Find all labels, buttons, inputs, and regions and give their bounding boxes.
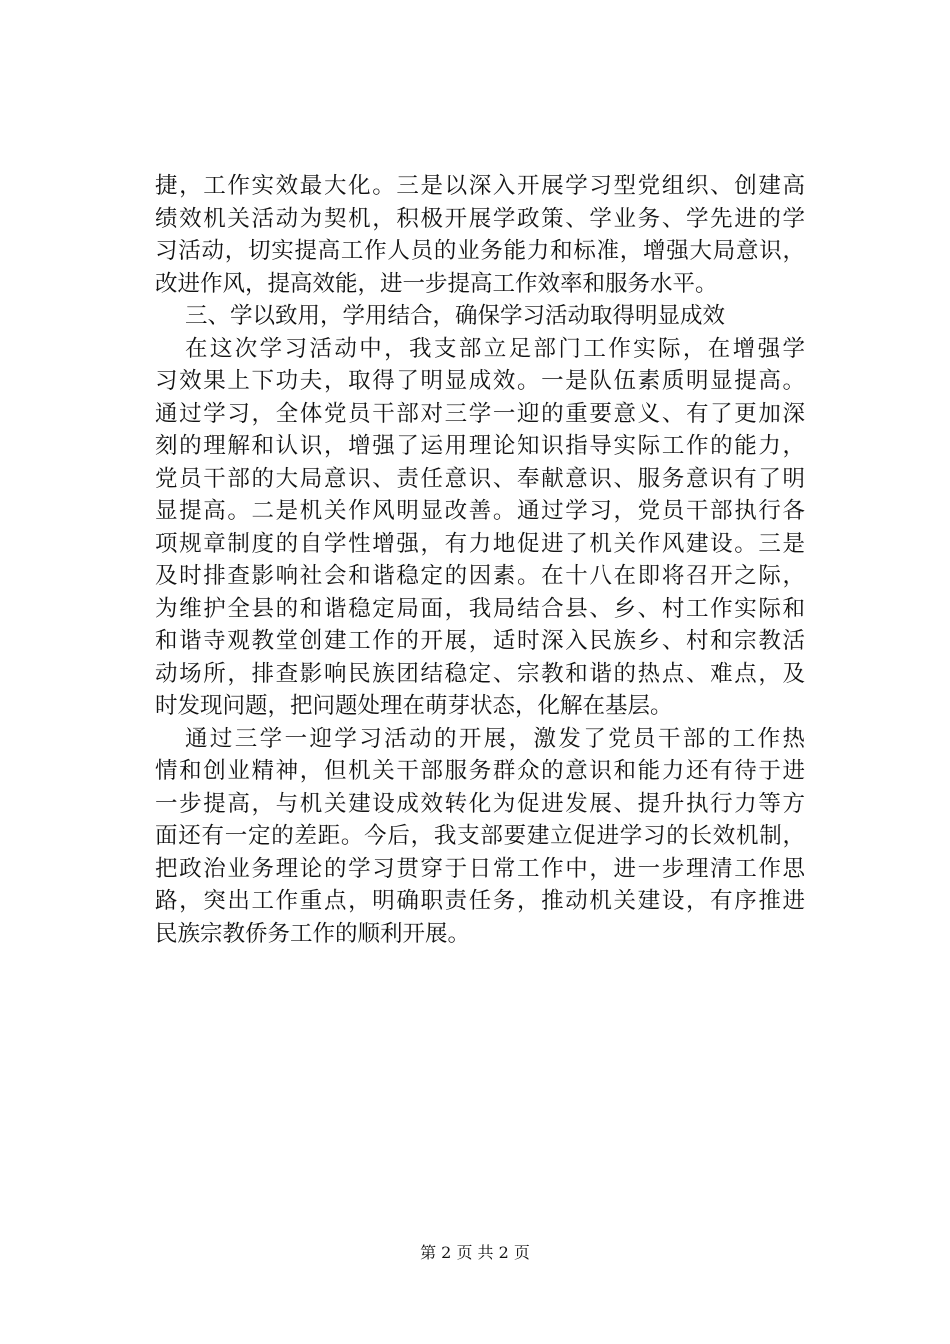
text-line: 为维护全县的和谐稳定局面，我局结合县、乡、村工作实际和 [155,595,805,622]
document-body [155,170,805,950]
text-line: 绩效机关活动为契机，积极开展学政策、学业务、学先进的学 [155,205,805,232]
text-line: 捷，工作实效最大化。三是以深入开展学习型党组织、创建高 [155,173,805,199]
text-line: 习效果上下功夫，取得了明显成效。一是队伍素质明显提高。 [155,368,805,394]
text-line: 把政治业务理论的学习贯穿于日常工作中，进一步理清工作思 [155,855,805,882]
page-footer [0,1242,950,1264]
text-line: 情和创业精神，但机关干部服务群众的意识和能力还有待于进 [155,758,805,784]
paragraph-results [155,333,805,723]
text-line: 通过学习，全体党员干部对三学一迎的重要意义、有了更加深 [155,400,805,427]
section-heading-text: 三、学以致用，学用结合，确保学习活动取得明显成效 [185,303,726,329]
text-line: 习活动，切实提高工作人员的业务能力和标准，增强大局意识， [155,238,805,264]
text-line: 显提高。二是机关作风明显改善。通过学习，党员干部执行各 [155,498,805,524]
text-line: 和谐寺观教堂创建工作的开展，适时深入民族乡、村和宗教活 [155,628,805,654]
text-line: 一步提高，与机关建设成效转化为促进发展、提升执行力等方 [155,790,805,817]
text-line: 民族宗教侨务工作的顺利开展。 [155,920,471,947]
text-line: 路，突出工作重点，明确职责任务，推动机关建设，有序推进 [155,888,805,914]
paragraph-continuation [155,170,805,300]
paragraph-conclusion [155,723,805,951]
text-line: 党员干部的大局意识、责任意识、奉献意识、服务意识有了明 [155,465,805,492]
text-line: 改进作风，提高效能，进一步提高工作效率和服务水平。 [155,270,718,297]
text-line: 及时排查影响社会和谐稳定的因素。在十八在即将召开之际， [155,563,805,589]
text-line: 时发现问题，把问题处理在萌芽状态，化解在基层。 [155,693,673,719]
section-heading [155,300,805,333]
text-line: 刻的理解和认识，增强了运用理论知识指导实际工作的能力， [155,433,805,459]
text-line: 通过三学一迎学习活动的开展，激发了党员干部的工作热 [185,725,805,752]
text-line: 面还有一定的差距。今后，我支部要建立促进学习的长效机制， [155,823,805,849]
page-number-label: 第 2 页 共 2 页 [420,1243,530,1262]
text-line: 动场所，排查影响民族团结稳定、宗教和谐的热点、难点，及 [155,660,805,687]
text-line: 在这次学习活动中，我支部立足部门工作实际，在增强学 [185,335,805,362]
text-line: 项规章制度的自学性增强，有力地促进了机关作风建设。三是 [155,530,805,557]
